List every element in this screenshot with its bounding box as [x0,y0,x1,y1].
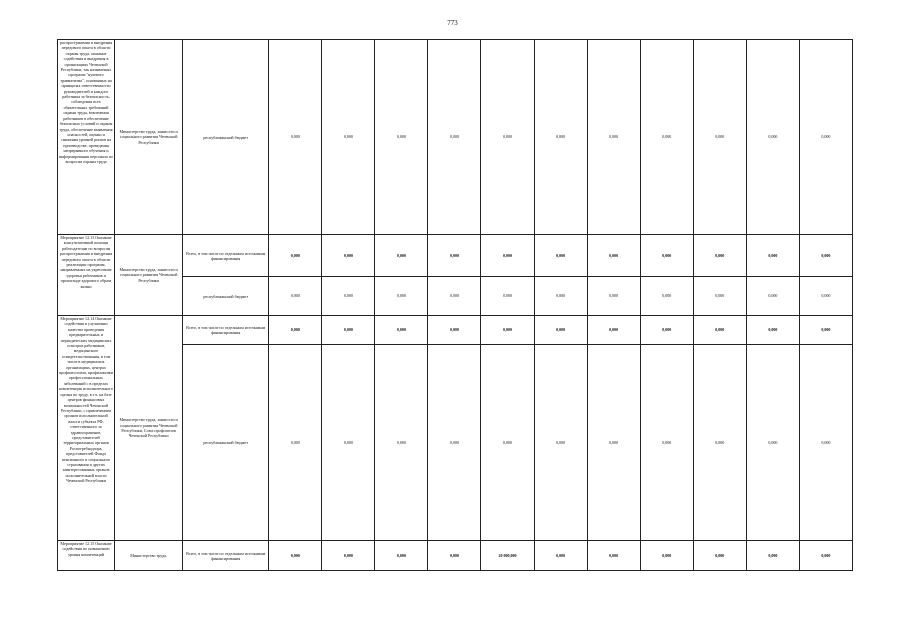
funding-value-cell: 0,000 [375,40,428,235]
funding-value-cell: 20 000,000 [481,541,534,571]
funding-value-cell: 0,000 [746,277,799,316]
funding-value-cell: 0,000 [322,277,375,316]
funding-value-cell: 0,000 [481,235,534,277]
funding-value-cell: 0,000 [799,277,852,316]
funding-value-cell: 0,000 [428,345,481,541]
funding-value-cell: 0,000 [534,316,587,345]
funding-value-cell: 0,000 [375,541,428,571]
funding-value-cell: 0,000 [587,345,640,541]
funding-value-cell: 0,000 [587,277,640,316]
funding-value-cell: 0,000 [799,40,852,235]
funding-value-cell: 0,000 [428,235,481,277]
funding-value-cell: 0,000 [534,277,587,316]
funding-source: республиканский бюджет [183,277,269,316]
funding-value-cell: 0,000 [481,316,534,345]
funding-value-cell: 0,000 [322,345,375,541]
funding-value-cell: 0,000 [640,40,693,235]
funding-value-cell: 0,000 [269,40,322,235]
funding-value-cell: 0,000 [746,541,799,571]
funding-source: Всего, в том числе по отдельным источникам финансирования [183,316,269,345]
funding-value-cell: 0,000 [640,345,693,541]
funding-value-cell: 0,000 [269,235,322,277]
activity-description: Мероприятие 12.14 Оказание содействия в улучшении качества проведения предварительных и периодических медицинских осмотров работников, медицинского освидетельствования, в том числе в медицинских организациях, центрах профпатологии, профилактики профессиональных заболеваний с в пределах компетенции исполнительного органа по труду, в т.ч. на базе центров финансовых возможностей Чеченской Республики, с привлечением органов исполнительной власти субъекта РФ, ответственного за здравоохранение, представителей территориальных органов Роспотребнадзора, представителей Фонда пенсионного и социального страхования и других заинтересованных органов исполнительной власти Чеченской Республики [58,316,115,541]
budget-table [57,39,853,571]
funding-value-cell: 0,000 [640,316,693,345]
activity-description: Мероприятие 12.15 Оказание содействия по повышению уровня компетенций [58,541,115,571]
funding-value-cell: 0,000 [799,235,852,277]
funding-value-cell: 0,000 [481,277,534,316]
funding-value-cell: 0,000 [269,345,322,541]
funding-value-cell: 0,000 [587,235,640,277]
funding-value-cell: 0,000 [481,345,534,541]
funding-value-cell: 0,000 [322,235,375,277]
funding-value-cell: 0,000 [746,40,799,235]
funding-value-cell: 0,000 [428,277,481,316]
funding-value-cell: 0,000 [799,316,852,345]
table-row [58,40,853,235]
funding-value-cell: 0,000 [428,541,481,571]
table-row [58,235,853,277]
funding-value-cell: 0,000 [375,277,428,316]
funding-value-cell: 0,000 [534,541,587,571]
funding-value-cell: 0,000 [534,345,587,541]
funding-value-cell: 0,000 [640,235,693,277]
funding-value-cell: 0,000 [693,235,746,277]
funding-value-cell: 0,000 [693,345,746,541]
funding-value-cell: 0,000 [640,277,693,316]
funding-value-cell: 0,000 [693,277,746,316]
funding-value-cell: 0,000 [640,541,693,571]
funding-value-cell: 0,000 [269,316,322,345]
activity-executor: Министерство труда, занятости и социального развития Чеченской Республики, Союз профсоюзов Чеченской Республики [115,316,183,541]
funding-source: Всего, в том числе по отдельным источникам финансирования [183,541,269,571]
funding-value-cell: 0,000 [746,345,799,541]
funding-value-cell: 0,000 [534,40,587,235]
funding-value-cell: 0,000 [587,40,640,235]
funding-value-cell: 0,000 [587,541,640,571]
funding-value-cell: 0,000 [799,541,852,571]
funding-value-cell: 0,000 [322,316,375,345]
funding-source: республиканский бюджет [183,40,269,235]
funding-value-cell: 0,000 [428,40,481,235]
funding-source: республиканский бюджет [183,345,269,541]
activity-executor: Министерство труда, [115,541,183,571]
funding-value-cell: 0,000 [375,345,428,541]
funding-value-cell: 0,000 [693,541,746,571]
activity-description: Мероприятие 12.13 Оказание консультативной помощи работодателям по вопросам распространения и внедрения передового опыта в области реализации программ, направленных на укрепление здоровья работников и пропаганде здорового образа жизни [58,235,115,316]
funding-value-cell: 0,000 [799,345,852,541]
funding-value-cell: 0,000 [428,316,481,345]
funding-value-cell: 0,000 [587,316,640,345]
funding-value-cell: 0,000 [375,235,428,277]
funding-value-cell: 0,000 [746,316,799,345]
activity-description: распространения и внедрения передового опыта в области охраны труда, оказание содействия и внедрения в организациях Чеченской Республики, так называемых программ "нулевого травматизма", основанных на принципах ответственности руководителей и каждого работника за безопасность, соблюдения всех обязательных требований охраны труда, вовлечения работников в обеспечение безопасных условий и охраны труда, обеспечение выявления опасностей, оценки и снижения уровней рисков на производстве, проведения непрерывного обучения и информирования персонала по вопросам охраны труда [58,40,115,235]
table-row [58,316,853,345]
table-row [58,541,853,571]
funding-value-cell: 0,000 [693,40,746,235]
funding-value-cell: 0,000 [322,40,375,235]
activity-executor: Министерство труда, занятости и социального развития Чеченской Республики [115,40,183,235]
funding-value-cell: 0,000 [375,316,428,345]
page-number: 773 [447,19,458,27]
funding-value-cell: 0,000 [746,235,799,277]
funding-source: Всего, в том числе по отдельным источникам финансирования [183,235,269,277]
funding-value-cell: 0,000 [269,541,322,571]
funding-value-cell: 0,000 [481,40,534,235]
funding-value-cell: 0,000 [269,277,322,316]
funding-value-cell: 0,000 [693,316,746,345]
funding-value-cell: 0,000 [534,235,587,277]
activity-executor: Министерство труда, занятости и социального развития Чеченской Республики [115,235,183,316]
funding-value-cell: 0,000 [322,541,375,571]
